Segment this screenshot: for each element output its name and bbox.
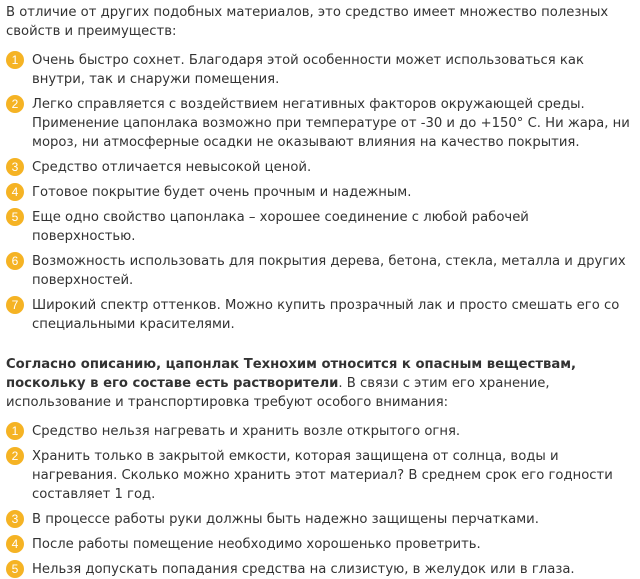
safety-list: [6, 422, 634, 579]
number-badge-icon: 1: [6, 51, 24, 69]
list-item-text: Готовое покрытие будет очень прочным и надежным.: [32, 185, 412, 200]
list-item: [6, 447, 634, 504]
number-badge-icon: 3: [6, 158, 24, 176]
safety-intro-paragraph: [6, 355, 634, 412]
safety-intro-text: . В связи с этим его хранение, использование и транспортировка требуют особого внимания:: [6, 376, 550, 410]
properties-list: [6, 51, 634, 334]
number-badge-icon: 2: [6, 447, 24, 465]
number-badge-icon: 5: [6, 560, 24, 578]
number-badge-icon: 3: [6, 510, 24, 528]
list-item-text: Широкий спектр оттенков. Можно купить прозрачный лак и просто смешать его со специальными красителями.: [32, 298, 620, 332]
list-item: [6, 560, 634, 579]
list-item-text: Нельзя допускать попадания средства на слизистую, в желудок или в глаза.: [32, 562, 575, 577]
list-item: [6, 535, 634, 554]
list-item-text: В процессе работы руки должны быть надежно защищены перчатками.: [32, 512, 539, 527]
number-badge-icon: 2: [6, 95, 24, 113]
list-item: [6, 422, 634, 441]
list-item-text: Возможность использовать для покрытия дерева, бетона, стекла, металла и других поверхностей.: [32, 254, 626, 288]
list-item: [6, 252, 634, 290]
list-item-text: Легко справляется с воздействием негативных факторов окружающей среды. Применение цапонлака возможно при температуре от -30 и до +150° С. Ни жара, ни мороз, ни атмосферные осадки не оказывают влияния на качество покрытия.: [32, 97, 630, 150]
list-item: [6, 95, 634, 152]
list-item: [6, 208, 634, 246]
list-item-text: После работы помещение необходимо хорошенько проветрить.: [32, 537, 481, 552]
list-item-text: Средство отличается невысокой ценой.: [32, 160, 312, 175]
number-badge-icon: 4: [6, 535, 24, 553]
list-item-text: Очень быстро сохнет. Благодаря этой особенности может использоваться как внутри, так и снаружи помещения.: [32, 53, 584, 87]
list-item-text: Средство нельзя нагревать и хранить возле открытого огня.: [32, 424, 461, 439]
list-item: [6, 296, 634, 334]
list-item-text: Еще одно свойство цапонлака – хорошее соединение с любой рабочей поверхностью.: [32, 210, 529, 244]
intro-paragraph: В отличие от других подобных материалов, это средство имеет множество полезных свойств и преимуществ:: [6, 5, 609, 39]
list-item: [6, 51, 634, 89]
number-badge-icon: 6: [6, 252, 24, 270]
list-item-text: Хранить только в закрытой емкости, которая защищена от солнца, воды и нагревания. Сколько можно хранить этот материал? В среднем срок его годности составляет 1 год.: [32, 449, 613, 502]
list-item: [6, 510, 634, 529]
number-badge-icon: 4: [6, 183, 24, 201]
number-badge-icon: 1: [6, 422, 24, 440]
safety-intro-bold: Согласно описанию, цапонлак Технохим относится к опасным веществам, поскольку в его составе есть растворители: [6, 357, 577, 391]
number-badge-icon: 5: [6, 208, 24, 226]
number-badge-icon: 7: [6, 296, 24, 314]
list-item: [6, 183, 634, 202]
list-item: [6, 158, 634, 177]
